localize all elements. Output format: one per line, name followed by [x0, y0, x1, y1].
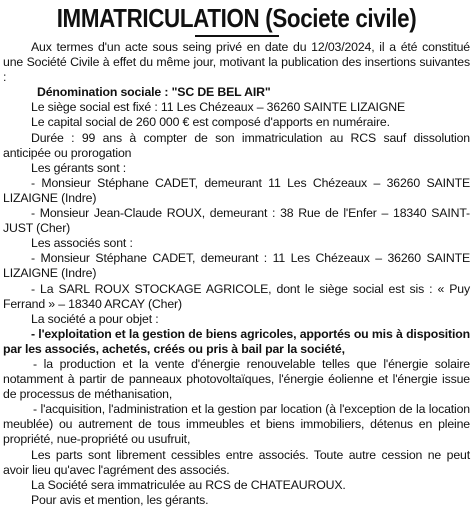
associe-item: - La SARL ROUX STOCKAGE AGRICOLE, dont le siège social est sis : « Puy Ferrand » – 18340 ARCAY (Cher)	[3, 281, 470, 311]
gerant-item: - Monsieur Stéphane CADET, demeurant 11 Les Chézeaux – 36260 SAINTE LIZAIGNE (Indre)	[3, 175, 470, 205]
gerant-item: - Monsieur Jean-Claude ROUX, demeurant : 38 Rue de l'Enfer – 18340 SAINT-JUST (Cher)	[3, 206, 470, 236]
notice-title: IMMATRICULATION (Societe civile)	[56, 3, 417, 33]
title-underline	[195, 35, 279, 37]
intro-paragraph: Aux termes d'un acte sous seing privé en date du 12/03/2024, il a été constitué une Société Civile à effet du même jour, motivant la publication des insertions suivantes :	[3, 40, 470, 85]
rcs-paragraph: La Société sera immatriculée au RCS de CHATEAUROUX.	[31, 477, 346, 492]
closing-paragraph: Pour avis et mention, les gérants.	[31, 492, 209, 507]
gerants-heading: Les gérants sont :	[31, 160, 127, 175]
objet-heading: La société a pour objet :	[31, 311, 159, 326]
duree-paragraph: Durée : 99 ans à compter de son immatriculation au RCS sauf dissolution anticipée ou prorogation	[3, 130, 470, 160]
objet-item: - l'acquisition, l'administration et la gestion par location (à l'exception de la location meublée) ou autrement de tous immeubles et biens immobiliers, détenus en pleine propriété, nue-propriété ou usufruit,	[3, 402, 470, 447]
associes-heading: Les associés sont :	[31, 236, 133, 251]
denomination-value: "SC DE BEL AIR"	[171, 85, 271, 100]
denomination-label: Dénomination sociale :	[37, 85, 169, 100]
objet-item: - la production et la vente d'énergie renouvelable telles que l'énergie solaire notamment à partir de panneaux photovoltaïques, l'énergie éolienne et l'énergie issue de processus de méthanisation,	[3, 356, 470, 402]
objet-item: - l'exploitation et la gestion de biens agricoles, apportés ou mis à disposition par les associés, achetés, créés ou pris à bail par la société,	[3, 326, 470, 356]
siege-paragraph: Le siège social est fixé : 11 Les Chézeaux – 36260 SAINTE LIZAIGNE	[31, 100, 406, 115]
capital-paragraph: Le capital social de 260 000 € est composé d'apports en numéraire.	[31, 115, 390, 130]
denomination-line	[3, 85, 470, 100]
cession-paragraph: Les parts sont librement cessibles entre associés. Toute autre cession ne peut avoir lieu qu'avec l'agrément des associés.	[3, 447, 470, 477]
associe-item: - Monsieur Stéphane CADET, demeurant : 11 Les Chézeaux – 36260 SAINTE LIZAIGNE (Indre)	[3, 251, 470, 281]
